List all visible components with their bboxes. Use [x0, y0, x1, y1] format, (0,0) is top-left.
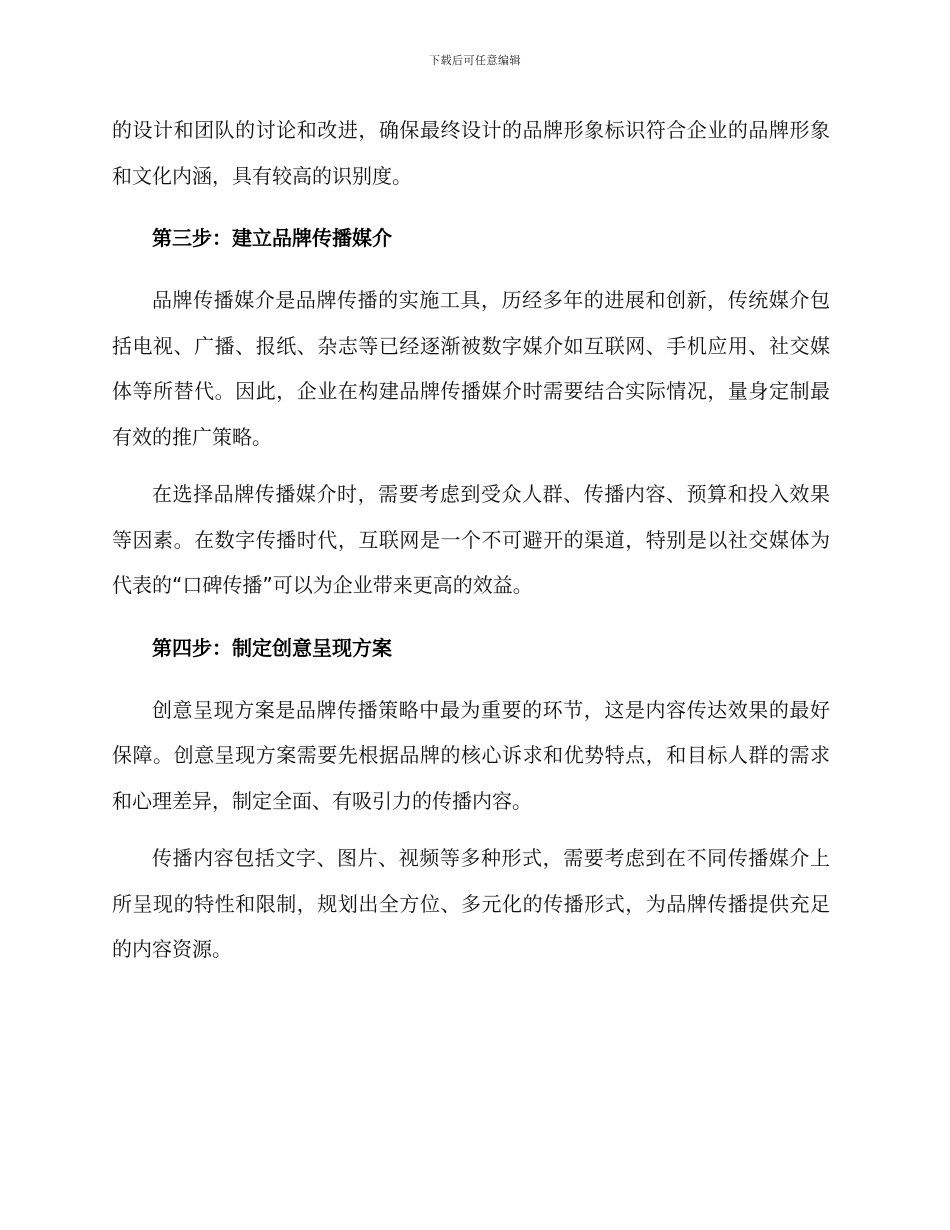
spacer: [112, 824, 830, 836]
paragraph-media-selection: 在选择品牌传播媒介时，需要考虑到受众人群、传播内容、预算和投入效果等因素。在数字传播时代，互联网是一个不可避开的渠道，特别是以社交媒体为代表的“口碑传播”可以为企业带来更高的效益。: [112, 482, 830, 597]
spacer: [112, 199, 830, 211]
document-body: [112, 108, 830, 973]
paragraph-continued: 的设计和团队的讨论和改进，确保最终设计的品牌形象标识符合企业的品牌形象和文化内涵，具有较高的识别度。: [112, 118, 830, 188]
spacer: [112, 676, 830, 688]
section-heading-step-4: 第四步：制定创意呈现方案: [152, 635, 392, 660]
spacer: [112, 609, 830, 621]
paragraph-content-forms: 传播内容包括文字、图片、视频等多种形式，需要考虑到在不同传播媒介上所呈现的特性和限制，规划出全方位、多元化的传播形式，为品牌传播提供充足的内容资源。: [112, 846, 830, 961]
paragraph-media-intro: 品牌传播媒介是品牌传播的实施工具，历经多年的进展和创新，传统媒介包括电视、广播、报纸、杂志等已经逐渐被数字媒介如互联网、手机应用、社交媒体等所替代。因此，企业在构建品牌传播媒介时需要结合实际情况，量身定制最有效的推广策略。: [112, 288, 830, 449]
spacer: [112, 460, 830, 472]
page-header: 下载后可任意编辑: [429, 54, 521, 67]
spacer: [112, 266, 830, 278]
paragraph-creative-plan: 创意呈现方案是品牌传播策略中最为重要的环节，这是内容传达效果的最好保障。创意呈现方案需要先根据品牌的核心诉求和优势特点，和目标人群的需求和心理差异，制定全面、有吸引力的传播内容。: [112, 697, 830, 813]
section-heading-step-3: 第三步：建立品牌传播媒介: [152, 226, 392, 250]
